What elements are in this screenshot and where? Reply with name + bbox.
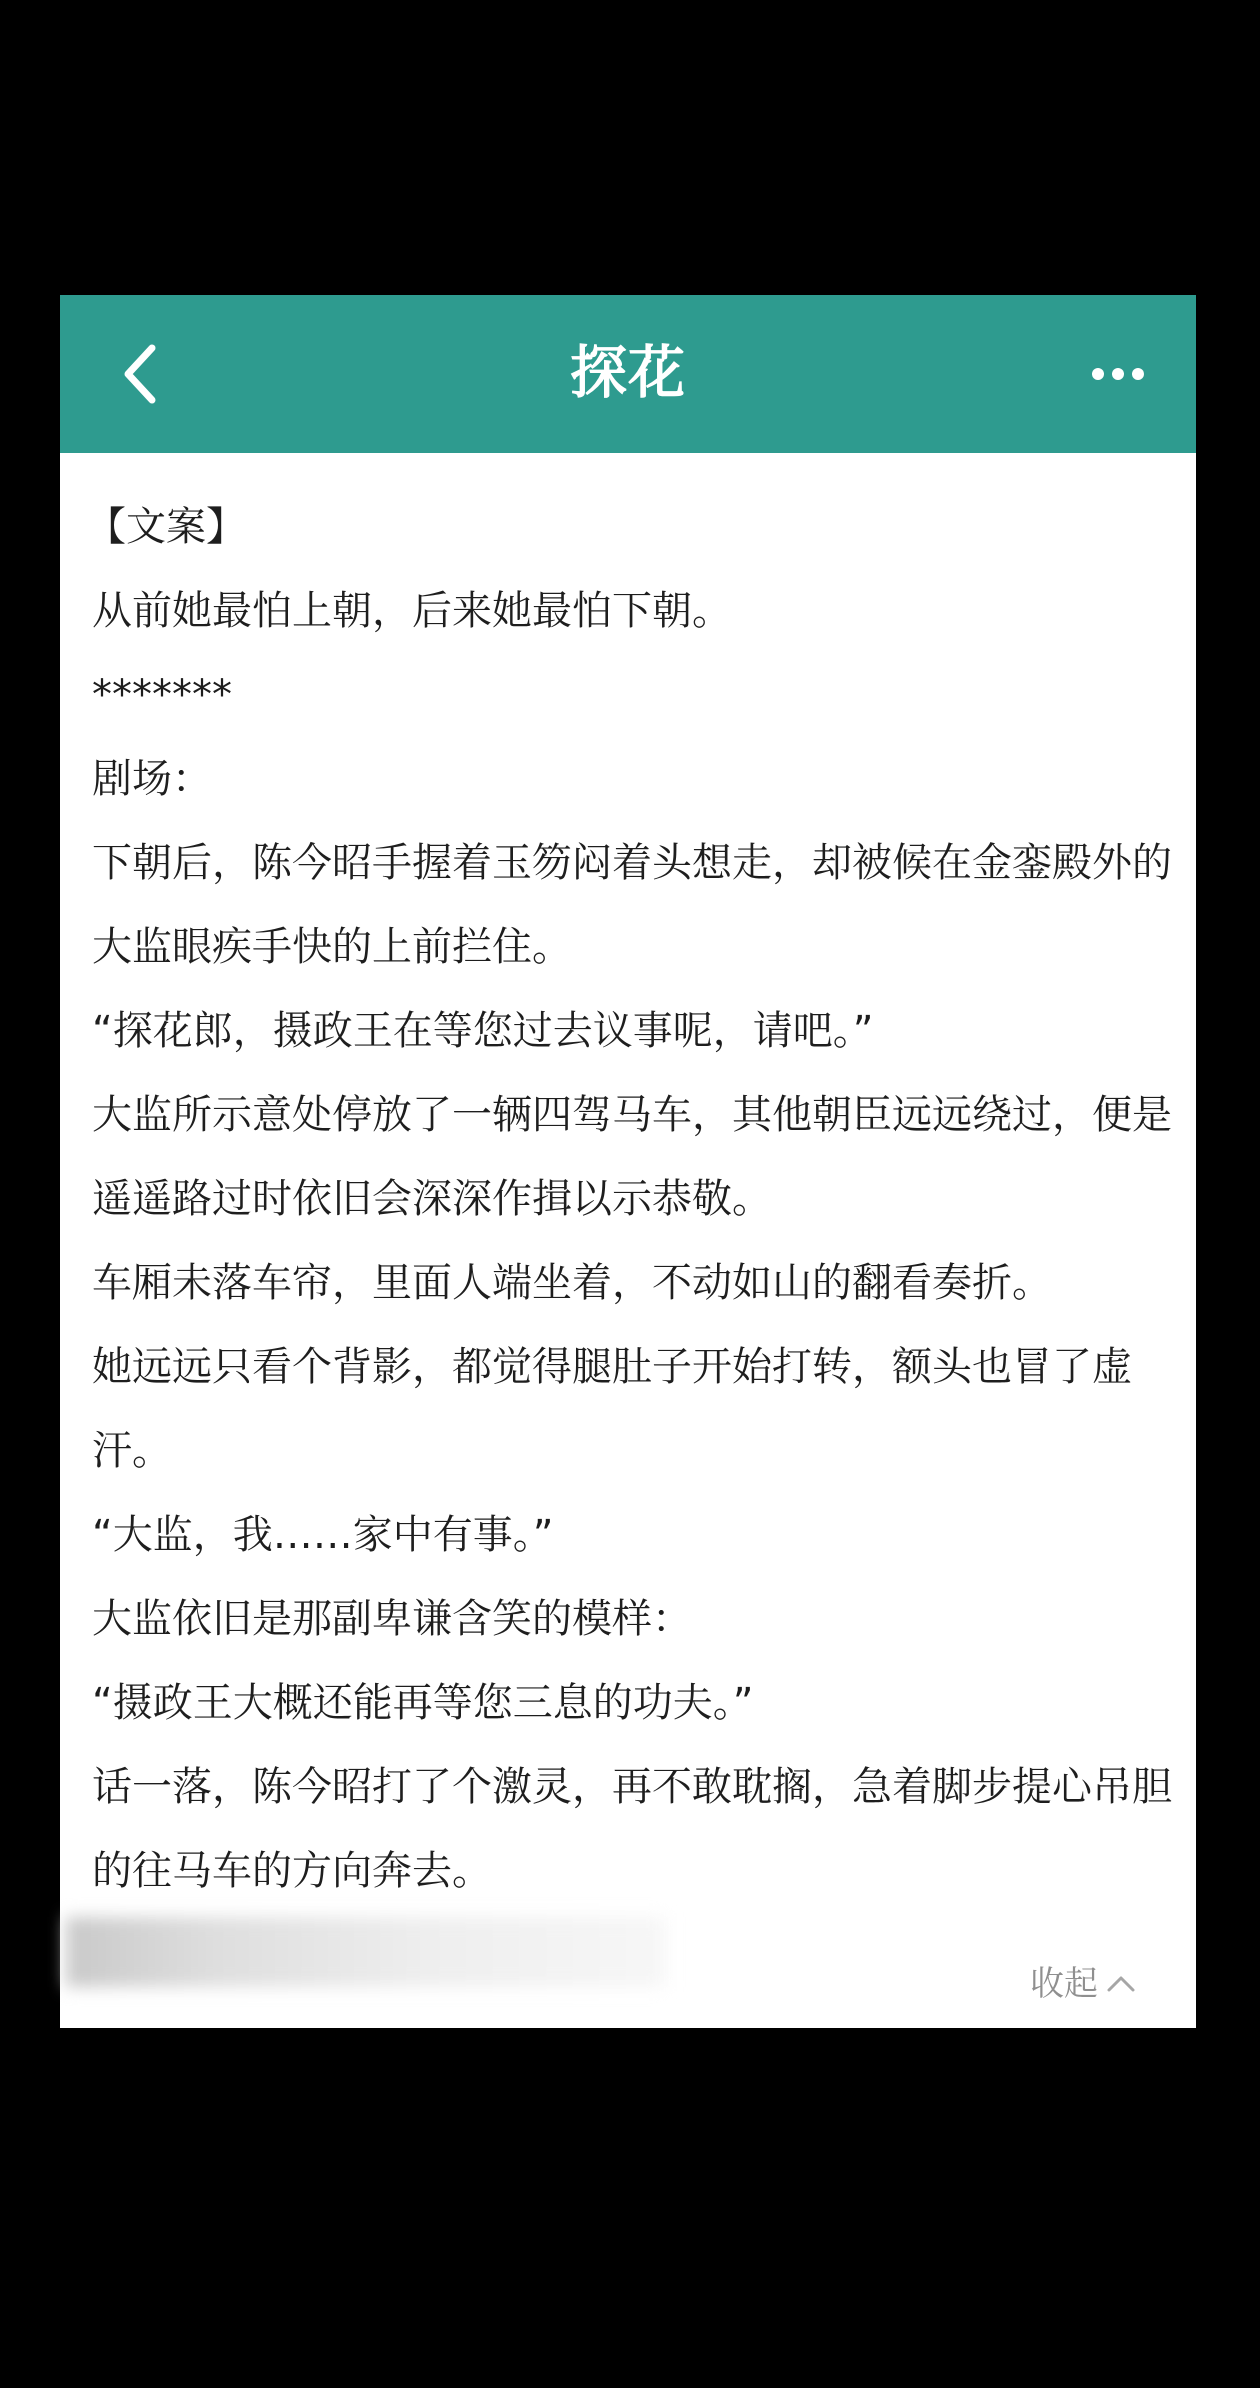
paragraph: “探花郎，摄政王在等您过去议事呢，请吧。” [92,1008,874,1054]
paragraph: 话一落，陈今昭打了个激灵，再不敢耽搁，急着脚步提心吊胆的往马车的方向奔去。 [92,1764,1172,1894]
paragraph: 大监所示意处停放了一辆四驾马车，其他朝臣远远绕过，便是遥遥路过时依旧会深深作揖以示恭敬。 [92,1092,1172,1222]
paragraph: 从前她最怕上朝，后来她最怕下朝。 [92,588,732,634]
paragraph: 她远远只看个背影，都觉得腿肚子开始打转，额头也冒了虚汗。 [92,1344,1132,1474]
reader-screen [60,295,1196,2028]
synopsis-content [86,485,1172,1913]
paragraph: 下朝后，陈今昭手握着玉笏闷着头想走，却被候在金銮殿外的大监眼疾手快的上前拦住。 [92,840,1172,970]
collapse-label: 收起 [1030,1964,1098,2004]
paragraph: 大监依旧是那副卑谦含笑的模样： [92,1596,692,1642]
header-bar [60,295,1196,453]
section-heading: 剧场： [92,756,212,802]
more-dots-icon [1088,350,1148,398]
paragraph: “大监，我……家中有事。” [92,1512,554,1558]
page-title: 探花 [570,340,686,406]
synopsis-heading: 【文案】 [86,504,246,550]
separator-line: ******* [92,672,232,718]
paragraph: 车厢未落车帘，里面人端坐着，不动如山的翻看奏折。 [92,1260,1052,1306]
more-button[interactable] [1088,350,1148,398]
collapse-button[interactable] [1030,1959,1138,2009]
paragraph: “摄政王大概还能再等您三息的功夫。” [92,1680,754,1726]
blurred-overlay [66,1917,666,1987]
chevron-up-icon [1104,1967,1138,2001]
